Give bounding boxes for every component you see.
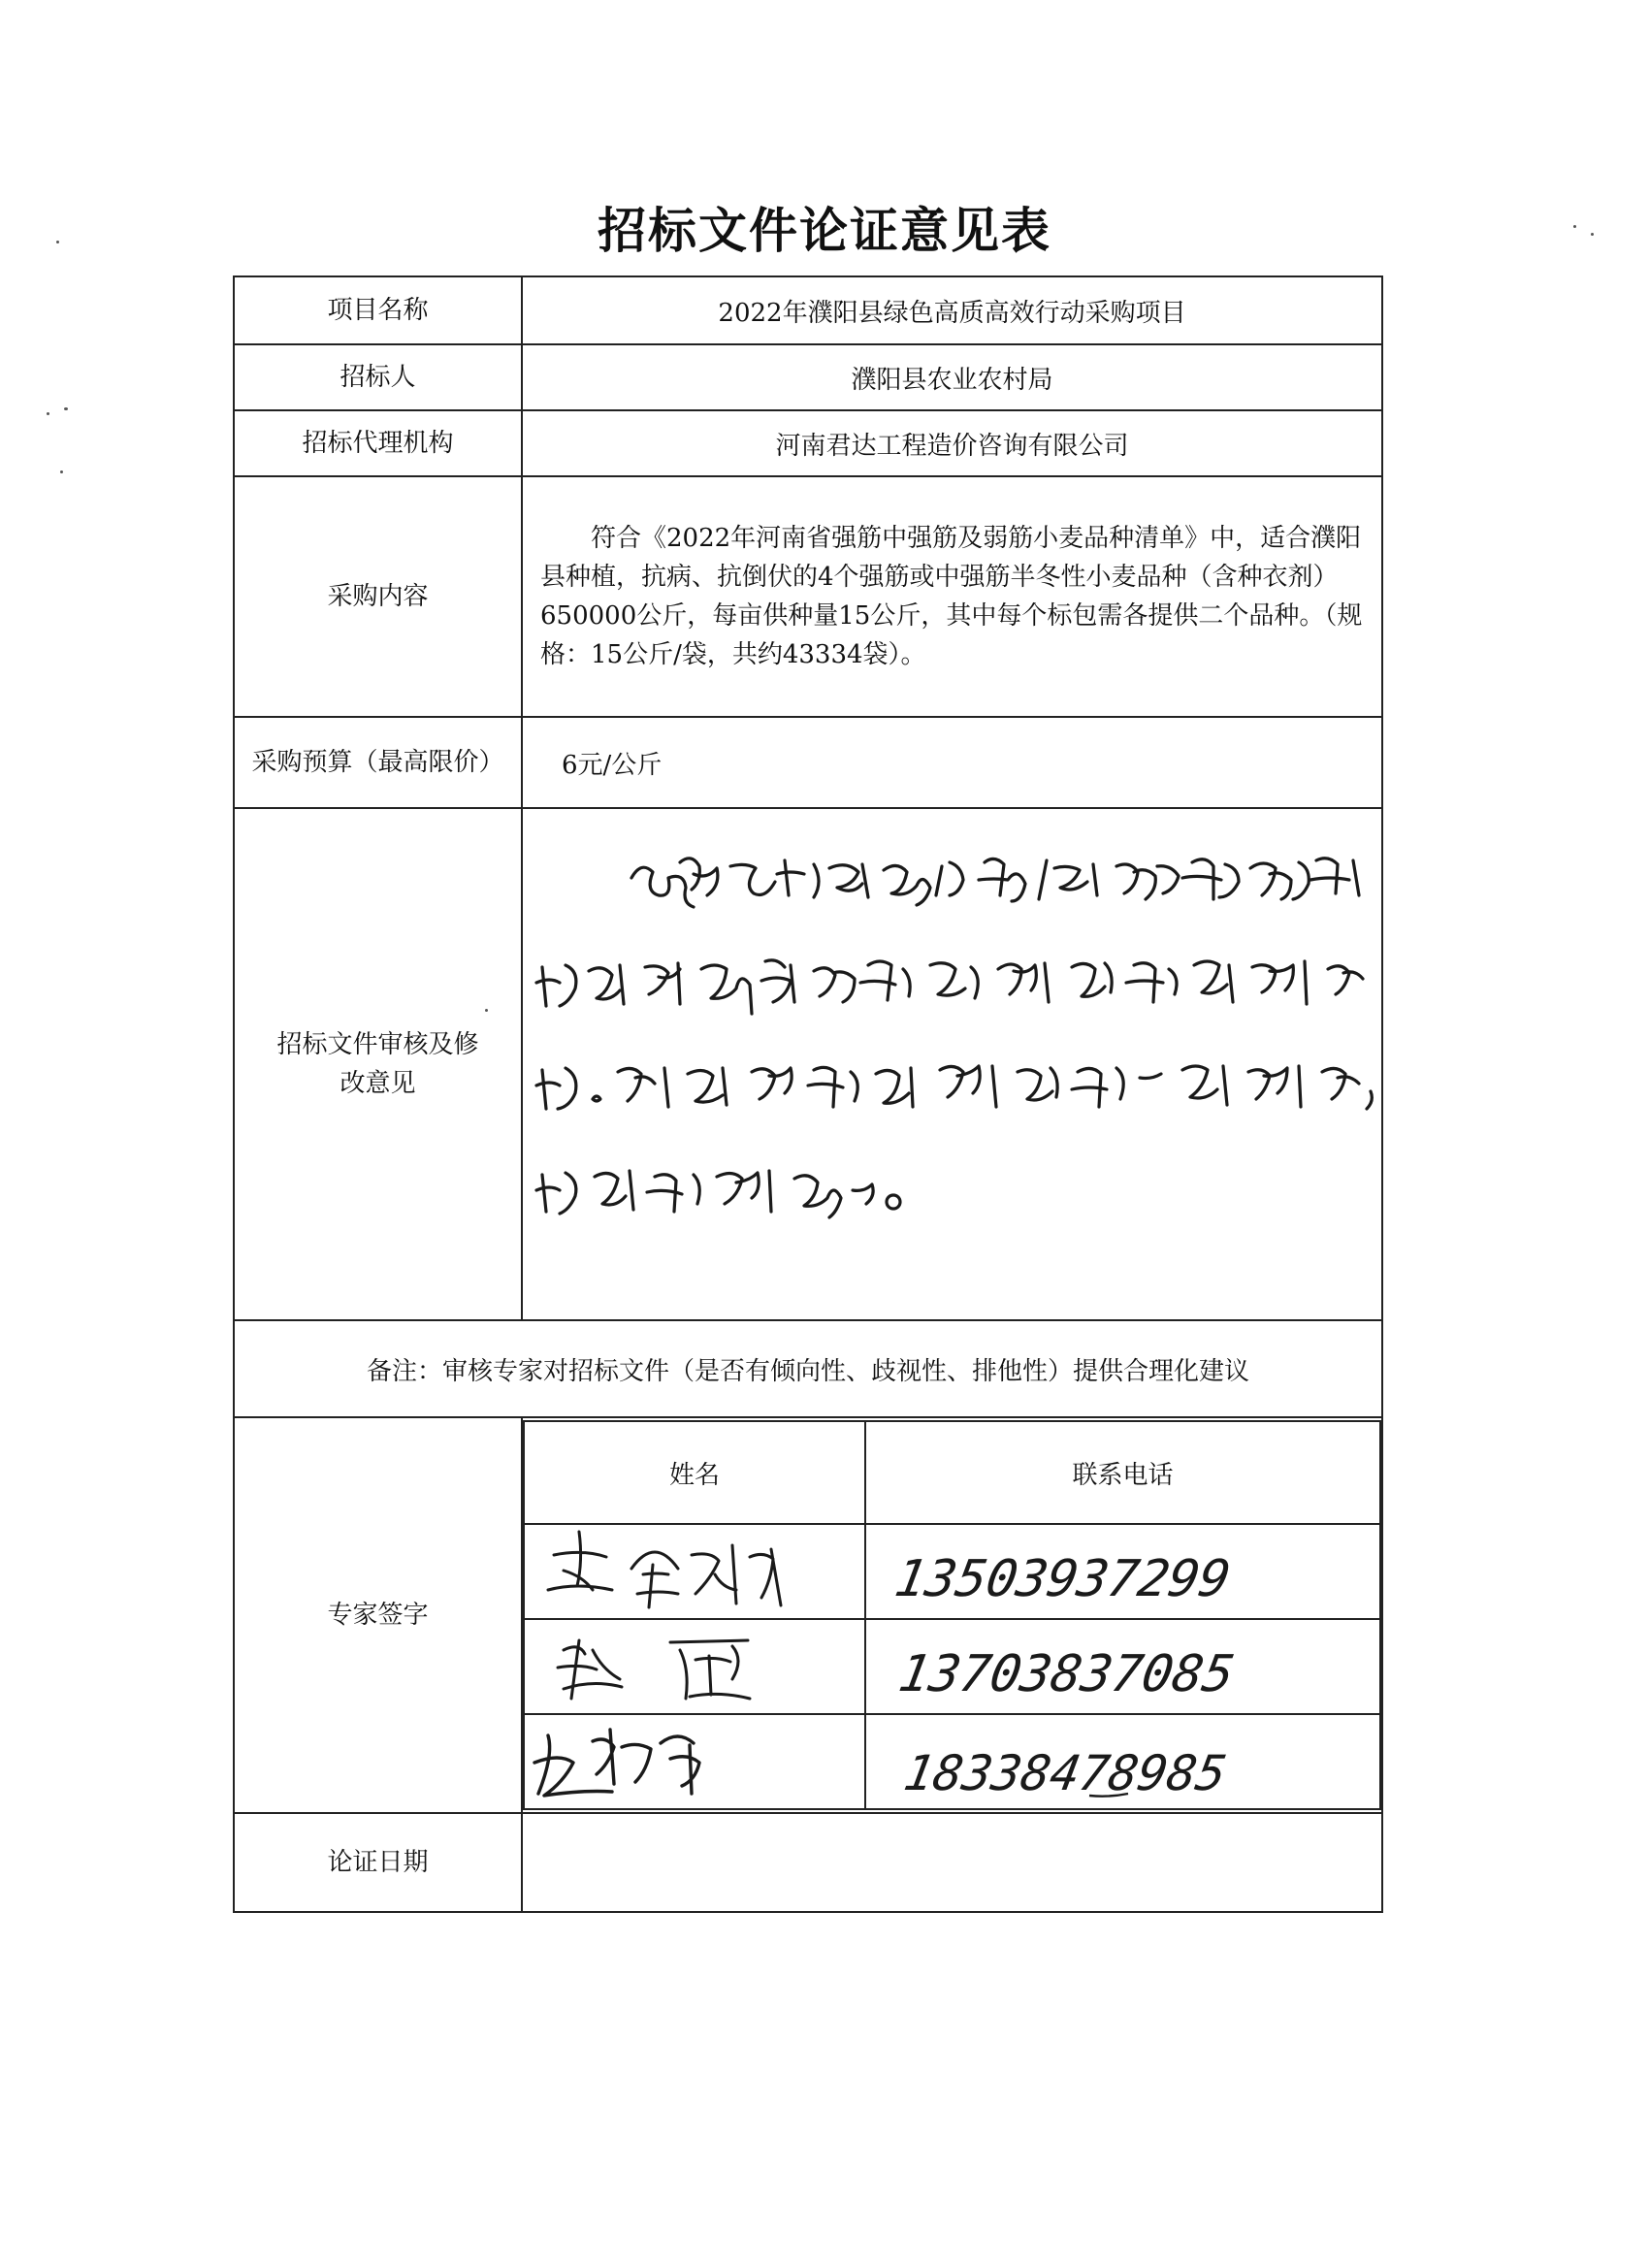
- agency-label: 招标代理机构: [234, 410, 522, 476]
- scan-speck: [60, 470, 63, 473]
- project-name-label: 项目名称: [234, 276, 522, 344]
- signature-image: [525, 1716, 864, 1807]
- signature-image: [525, 1526, 864, 1617]
- row-project-name: [234, 276, 1382, 344]
- row-date: [234, 1813, 1382, 1912]
- expert-row: [524, 1619, 1380, 1714]
- row-agency: [234, 410, 1382, 476]
- experts-label: 专家签字: [234, 1417, 522, 1813]
- expert-signature-2: [524, 1619, 865, 1714]
- project-name-value: 2022年濮阳县绿色高质高效行动采购项目: [522, 276, 1382, 344]
- row-tenderer: [234, 344, 1382, 410]
- col-phone-header: 联系电话: [865, 1421, 1380, 1524]
- expert-row: [524, 1524, 1380, 1619]
- phone-handwritten: [866, 1621, 1380, 1712]
- budget-value: 6元/公斤: [522, 717, 1382, 808]
- review-handwriting-cell: [522, 808, 1382, 1320]
- row-review: [234, 808, 1382, 1320]
- expert-phone-3: [865, 1714, 1380, 1809]
- tenderer-label: 招标人: [234, 344, 522, 410]
- date-label: 论证日期: [234, 1813, 522, 1912]
- col-name-header: 姓名: [524, 1421, 865, 1524]
- content-label: 采购内容: [234, 476, 522, 717]
- review-label: 招标文件审核及修改意见: [234, 808, 522, 1320]
- row-experts: [234, 1417, 1382, 1813]
- handwritten-opinion: [523, 810, 1384, 1318]
- expert-row: [524, 1714, 1380, 1809]
- row-remark: [234, 1320, 1382, 1417]
- remark-text: 备注：审核专家对招标文件（是否有倾向性、歧视性、排他性）提供合理化建议: [234, 1320, 1382, 1417]
- phone-handwritten: [866, 1526, 1380, 1617]
- scan-speck: [64, 407, 68, 410]
- row-content: [234, 476, 1382, 717]
- experts-table-cell: [522, 1417, 1382, 1813]
- expert-phone-2-value: 13703837085: [894, 1644, 1240, 1703]
- row-budget: [234, 717, 1382, 808]
- expert-signature-3: [524, 1714, 865, 1809]
- expert-phone-1: [865, 1524, 1380, 1619]
- signature-image: [525, 1621, 864, 1712]
- date-value: [522, 1813, 1382, 1912]
- expert-signature-1: [524, 1524, 865, 1619]
- scan-speck: [47, 412, 49, 415]
- expert-phone-1-value: 13503937299: [890, 1549, 1236, 1608]
- expert-phone-3-value: 18338478985: [899, 1744, 1231, 1801]
- tenderer-value: 濮阳县农业农村局: [522, 344, 1382, 410]
- content-value: 符合《2022年河南省强筋中强筋及弱筋小麦品种清单》中，适合濮阳县种植，抗病、抗倒伏的4个强筋或中强筋半冬性小麦品种（含种衣剂）650000公斤，每亩供种量15公斤，其中每个标包需各提供二个品种。（规格：15公斤/袋，共约43334袋）。: [522, 476, 1382, 717]
- expert-phone-2: [865, 1619, 1380, 1714]
- experts-table: [523, 1420, 1381, 1810]
- budget-label: 采购预算（最高限价）: [234, 717, 522, 808]
- page-title: 招标文件论证意见表: [598, 203, 1051, 259]
- agency-value: 河南君达工程造价咨询有限公司: [522, 410, 1382, 476]
- opinion-form-table: [233, 275, 1383, 1913]
- phone-handwritten: [866, 1716, 1380, 1807]
- experts-header-row: [524, 1421, 1380, 1524]
